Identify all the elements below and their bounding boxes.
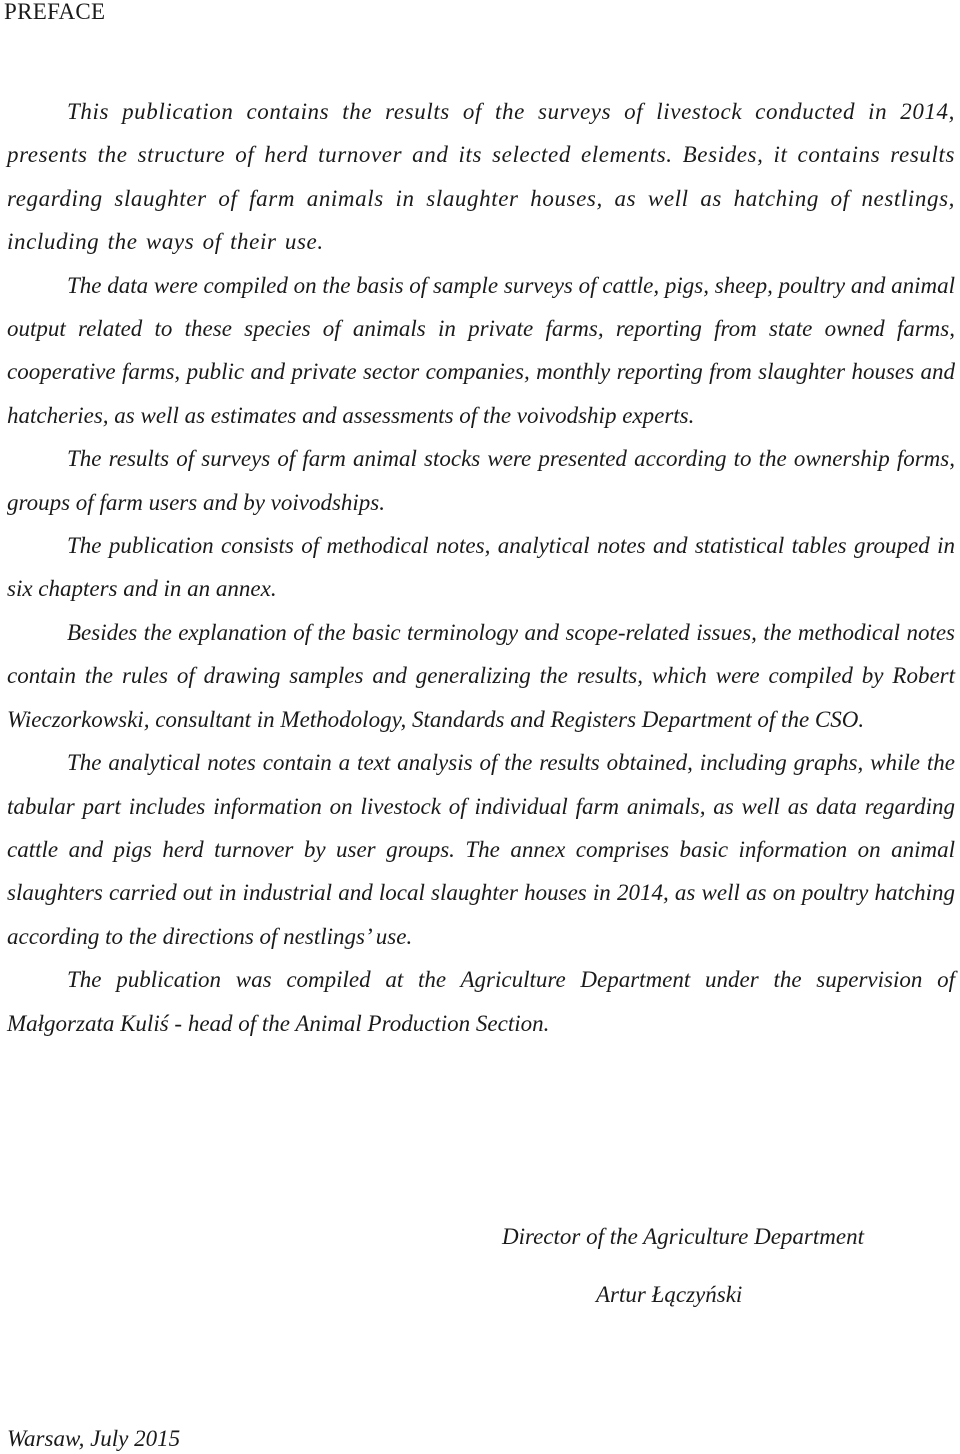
paragraph-4: The publication consists of methodical notes, analytical notes and statistical tables grouped in six chapters and in an annex. xyxy=(7,533,955,602)
place-date: Warsaw, July 2015 xyxy=(7,1426,181,1451)
paragraph-1: This publication contains the results of the surveys of livestock conducted in 2014, presents the structure of herd turnover and its selected elements. Besides, it contains results regarding slaughter of farm animals in slaughter houses, as well as hatching of nestlings, including the ways of their use. xyxy=(7,99,955,255)
paragraph-2: The data were compiled on the basis of sample surveys of cattle, pigs, sheep, poultry and animal output related to these species of animals in private farms, reporting from state owned farms, cooperative farms, public and private sector companies, monthly reporting from slaughter houses and hatcheries, as well as estimates and assessments of the voivodship experts. xyxy=(7,272,955,428)
signature-title: Director of the Agriculture Department xyxy=(502,1224,864,1249)
signature-name: Artur Łączyński xyxy=(596,1282,743,1307)
paragraph-6: The analytical notes contain a text analysis of the results obtained, including graphs, while the tabular part includes information on livestock of individual farm animals, as well as data regarding cattle and pigs herd turnover by user groups. The annex comprises basic information on animal slaughters carried out in industrial and local slaughter houses in 2014, as well as on poultry hatching according to the directions of nestlings’ use. xyxy=(7,750,955,949)
paragraph-5: Besides the explanation of the basic terminology and scope-related issues, the methodical notes contain the rules of drawing samples and generalizing the results, which were compiled by Robert Wieczorkowski, consultant in Methodology, Standards and Registers Department of the CSO. xyxy=(7,619,955,732)
paragraph-3: The results of surveys of farm animal stocks were presented according to the ownership forms, groups of farm users and by voivodships. xyxy=(7,446,955,515)
preface-heading: PREFACE xyxy=(4,0,106,24)
preface-body xyxy=(7,90,955,1045)
paragraph-7: The publication was compiled at the Agriculture Department under the supervision of Małgorzata Kuliś - head of the Animal Production Section. xyxy=(7,967,955,1036)
